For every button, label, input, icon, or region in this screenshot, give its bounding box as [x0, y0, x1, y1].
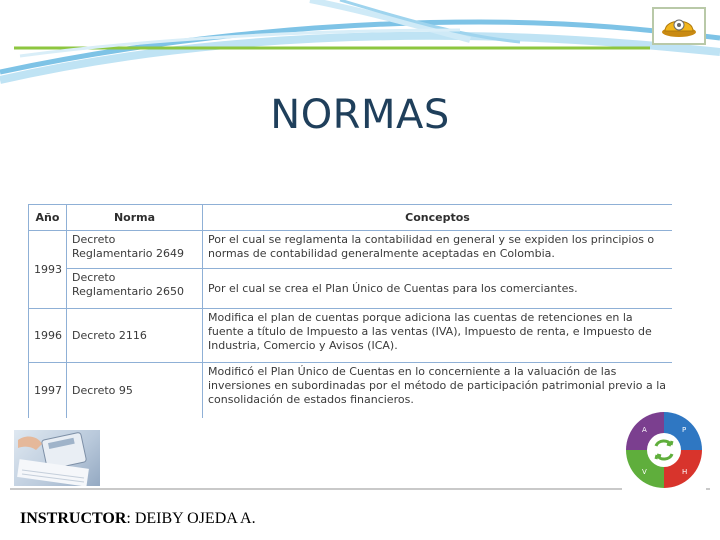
- table-row: [29, 231, 673, 269]
- concepto-cell: Por el cual se crea el Plan Único de Cuentas para los comerciantes.: [203, 269, 673, 309]
- table-row: [29, 363, 673, 419]
- year-cell: 1997: [29, 363, 67, 419]
- column-header-year: Año: [29, 205, 67, 231]
- instructor-name: : DEIBY OJEDA A.: [126, 510, 256, 527]
- norma-cell: Decreto 2116: [67, 309, 203, 363]
- helmet-logo-icon: [659, 10, 699, 42]
- norms-table-container: [28, 204, 672, 418]
- instructor-label: INSTRUCTOR: [20, 510, 127, 527]
- concepto-cell: Modificó el Plan Único de Cuentas en lo concerniente a la valuación de las inversiones en subordinadas por el método de participación patrimonial previo a la consolidación de estados financieros.: [203, 363, 673, 419]
- institution-logo: [652, 7, 706, 45]
- table-row: [29, 309, 673, 363]
- table-row: [29, 269, 673, 309]
- instructor-credit: [20, 510, 256, 528]
- concepto-cell: Por el cual se reglamenta la contabilidad en general y se expiden los principios o normas de contabilidad generalmente aceptadas en Colombia.: [203, 231, 673, 269]
- cycle-label-p: P: [682, 426, 687, 434]
- year-cell: 1993: [29, 231, 67, 309]
- norma-cell: Decreto Reglamentario 2650: [67, 269, 203, 309]
- norms-table: [28, 204, 672, 418]
- slide-title: NORMAS: [270, 92, 450, 138]
- norma-cell: Decreto Reglamentario 2649: [67, 231, 203, 269]
- cycle-label-h: H: [682, 468, 688, 476]
- calculator-icon: [14, 430, 100, 486]
- norma-cell: Decreto 95: [67, 363, 203, 419]
- column-header-conceptos: Conceptos: [203, 205, 673, 231]
- header-swoosh-decoration: [0, 0, 720, 90]
- phva-cycle-graphic: [622, 408, 706, 492]
- cycle-label-a: A: [642, 426, 647, 434]
- calculator-hands-photo: [14, 430, 100, 486]
- footer-divider: [10, 488, 710, 490]
- column-header-norma: Norma: [67, 205, 203, 231]
- concepto-cell: Modifica el plan de cuentas porque adiciona las cuentas de retenciones en la fuente a título de Impuesto a las ventas (IVA), Impuesto de renta, e Impuesto de Industria, Comercio y Avisos (ICA).: [203, 309, 673, 363]
- year-cell: 1996: [29, 309, 67, 363]
- cycle-label-v: V: [642, 468, 647, 476]
- table-header-row: [29, 205, 673, 231]
